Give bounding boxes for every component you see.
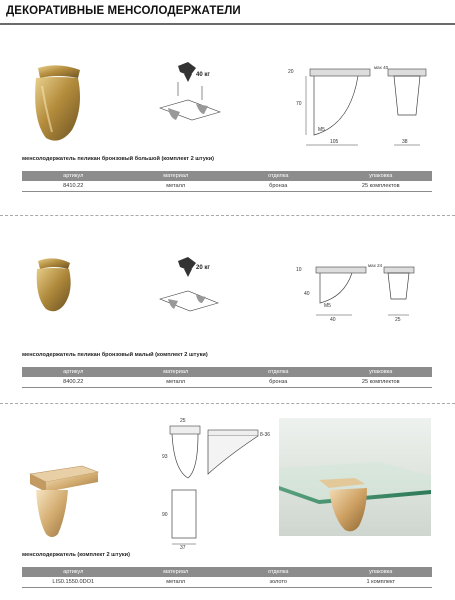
dim-c-1: M5 [318, 127, 325, 133]
load-label-1: 40 кг [196, 72, 210, 78]
dim-b-2: 40 [304, 291, 310, 297]
section-divider [0, 403, 455, 404]
product-title-1: менсолодержатель пеликан бронзовый большой (комплект 2 штуки) [22, 156, 214, 162]
product-photo-bracket-large [28, 60, 88, 150]
col-pack: упаковка [330, 367, 433, 377]
dim-e-3: 37 [180, 545, 186, 550]
spec-table-2 [22, 367, 432, 388]
dim-d-1: 105 [330, 139, 339, 145]
col-material: материал [125, 367, 228, 377]
col-pack: упаковка [330, 171, 433, 181]
cell-pack: 25 комплектов [330, 377, 433, 388]
col-article: артикул [22, 367, 125, 377]
dim-a-3: 25 [180, 418, 186, 424]
page-title: ДЕКОРАТИВНЫЕ МЕНСОЛОДЕРЖАТЕЛИ [6, 5, 241, 17]
dim-f-2: 25 [395, 317, 401, 323]
cell-article: 8410.22 [22, 181, 125, 192]
dim-b-1: 70 [296, 101, 302, 107]
product-title-3: менсолодержатель (комплект 2 штуки) [22, 552, 130, 558]
cell-finish: золото [227, 577, 330, 588]
cell-article: 8400.22 [22, 377, 125, 388]
table-row [22, 577, 432, 588]
header-rule [0, 23, 455, 25]
col-material: материал [125, 567, 228, 577]
dim-f-1: 38 [402, 139, 408, 145]
spec-table-3 [22, 567, 432, 588]
col-finish: отделка [227, 367, 330, 377]
cell-pack: 1 комплект [330, 577, 433, 588]
col-pack: упаковка [330, 567, 433, 577]
dim-a-1: 20 [288, 69, 294, 75]
dim-d-2: 40 [330, 317, 336, 323]
col-article: артикул [22, 567, 125, 577]
spec-table-1 [22, 171, 432, 192]
cell-material: металл [125, 377, 228, 388]
dim-e-2: мах 24 [368, 263, 383, 268]
cell-article: LIS0.1550.0DO1 [22, 577, 125, 588]
cell-pack: 25 комплектов [330, 181, 433, 192]
section-divider [0, 215, 455, 216]
dim-a-2: 10 [296, 267, 302, 273]
tech-drawing-1 [280, 55, 435, 150]
table-row [22, 181, 432, 192]
table-header-row [22, 171, 432, 181]
tech-drawing-3 [158, 412, 276, 550]
product-photo-bracket-gold [22, 460, 102, 540]
page-header [0, 0, 455, 24]
product-photo-glass-shelf [279, 418, 431, 536]
load-label-2: 20 кг [196, 265, 210, 271]
dim-c-3: 93 [162, 454, 168, 460]
cell-material: металл [125, 181, 228, 192]
col-finish: отделка [227, 171, 330, 181]
table-header-row [22, 367, 432, 377]
dim-b-3: 8-36 [260, 432, 271, 438]
dim-d-3: 90 [162, 512, 168, 518]
col-material: материал [125, 171, 228, 181]
product-photo-bracket-small [32, 255, 76, 317]
cell-material: металл [125, 577, 228, 588]
dim-c-2: M5 [324, 303, 331, 309]
cell-finish: бронза [227, 377, 330, 388]
mounting-diagram-1 [148, 60, 238, 140]
tech-drawing-2 [292, 255, 417, 325]
col-finish: отделка [227, 567, 330, 577]
mounting-diagram-2 [152, 255, 232, 325]
table-header-row [22, 567, 432, 577]
table-row [22, 377, 432, 388]
dim-e-1: мах 40 [374, 65, 389, 70]
cell-finish: бронза [227, 181, 330, 192]
product-title-2: менсолодержатель пеликан бронзовый малый (комплект 2 штуки) [22, 352, 208, 358]
col-article: артикул [22, 171, 125, 181]
